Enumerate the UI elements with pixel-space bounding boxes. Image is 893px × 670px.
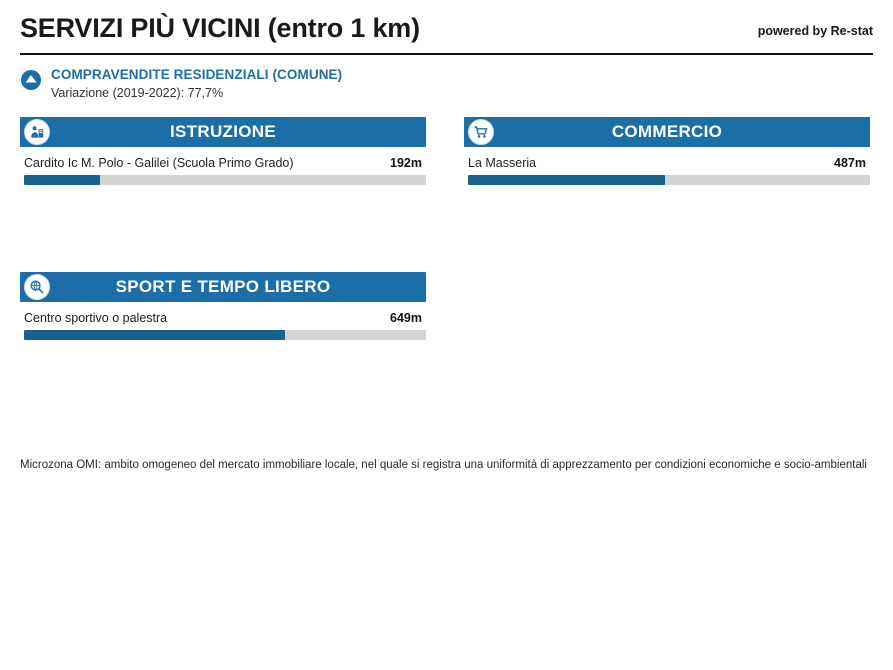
- service-name: Cardito Ic M. Polo - Galilei (Scuola Primo Grado): [24, 156, 294, 171]
- distance-bar-fill: [24, 175, 100, 185]
- category-title: ISTRUZIONE: [170, 122, 276, 142]
- service-distance: 487m: [834, 156, 866, 171]
- row-spacer: [20, 185, 873, 272]
- distance-bar-track: [24, 175, 426, 185]
- distance-bar-track: [468, 175, 870, 185]
- distance-bar-track: [24, 330, 426, 340]
- category-header-istruzione: [20, 117, 426, 147]
- category-sport-e-tempo-libero: [20, 272, 426, 340]
- page-header: [20, 0, 873, 44]
- footnote: Microzona OMI: ambito omogeneo del mercato immobiliare locale, nel quale si registra una uniformità di apprezzamento per condizioni economiche e socio-ambientali: [20, 459, 867, 471]
- page-title: SERVIZI PIÙ VICINI (entro 1 km): [20, 13, 420, 43]
- service-distance: 192m: [390, 156, 422, 171]
- services-grid: [20, 117, 873, 340]
- header-divider: [20, 53, 873, 55]
- shopping-cart-icon: [468, 119, 494, 145]
- powered-by-label: powered by Re-stat: [757, 23, 873, 38]
- category-title: COMMERCIO: [611, 122, 723, 142]
- service-name: La Masseria: [468, 156, 537, 171]
- omi-subsection: [20, 67, 873, 102]
- category-header-sport: [20, 272, 426, 302]
- distance-bar-fill: [24, 330, 285, 340]
- services-row: [20, 272, 873, 340]
- service-distance: 649m: [390, 311, 422, 326]
- service-name: Centro sportivo o palestra: [24, 311, 168, 326]
- omi-subsection-title: COMPRAVENDITE RESIDENZIALI (COMUNE): [51, 66, 343, 82]
- service-item: [20, 156, 426, 185]
- category-empty-slot: [464, 272, 870, 340]
- category-commercio: [464, 117, 870, 185]
- sport-icon: [24, 274, 50, 300]
- service-item: [464, 156, 870, 185]
- school-icon: [24, 119, 50, 145]
- services-row: [20, 117, 873, 185]
- category-istruzione: [20, 117, 426, 185]
- omi-marker-icon: [20, 69, 42, 91]
- distance-bar-fill: [468, 175, 665, 185]
- service-item: [20, 311, 426, 340]
- omi-subsection-note: Variazione (2019-2022): 77,7%: [51, 85, 224, 100]
- category-header-commercio: [464, 117, 870, 147]
- category-title: SPORT E TEMPO LIBERO: [115, 277, 331, 297]
